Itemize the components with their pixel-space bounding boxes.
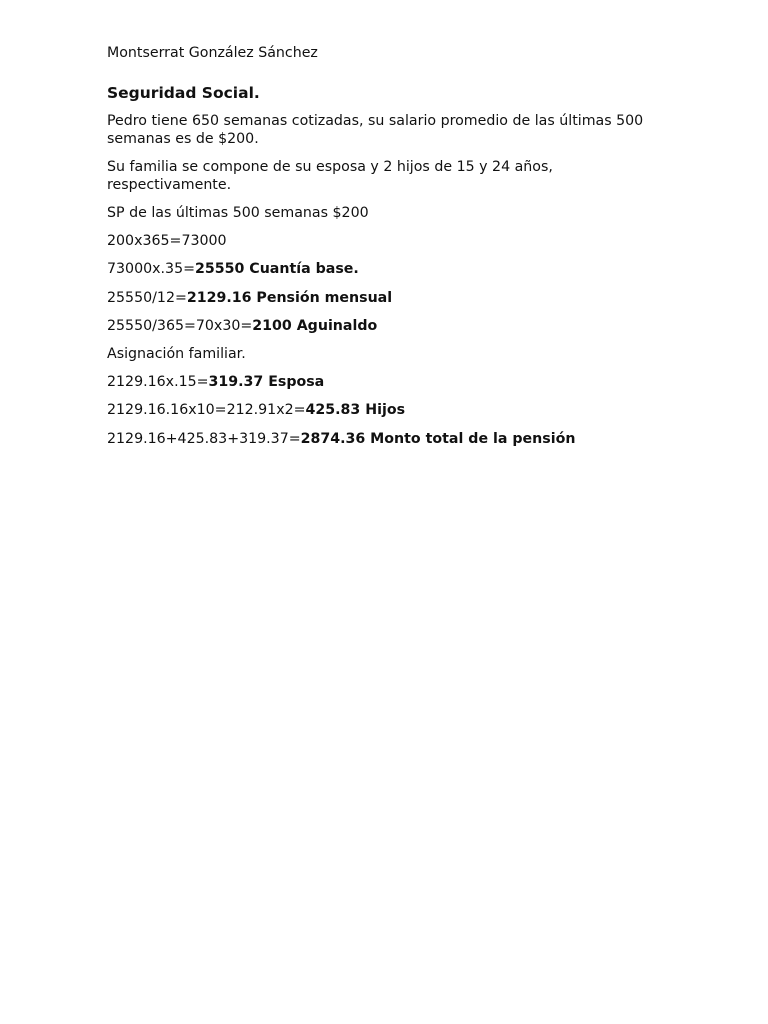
calculation-text: 73000x.35= bbox=[107, 261, 195, 278]
calculation-text: 2129.16.16x10=212.91x2= bbox=[107, 402, 306, 419]
paragraph: Su familia se compone de su esposa y 2 hijos de 15 y 24 años, respectivamente. bbox=[107, 159, 553, 193]
calculation-line bbox=[107, 289, 667, 307]
calculation-result: 2100 Aguinaldo bbox=[252, 317, 378, 334]
calculation-line bbox=[107, 430, 667, 448]
calculation-result: 2129.16 Pensión mensual bbox=[186, 289, 393, 306]
calculation-text: 200x365=73000 bbox=[107, 233, 227, 250]
document-title: Seguridad Social. bbox=[107, 84, 260, 102]
calculation-text: SP de las últimas 500 semanas $200 bbox=[107, 205, 369, 221]
calculation-line bbox=[107, 204, 667, 222]
calculation-text: Asignación familiar. bbox=[107, 345, 246, 362]
calculation-text: 2129.16+425.83+319.37= bbox=[107, 430, 301, 447]
calculation-text: 25550/12= bbox=[107, 289, 187, 306]
calculation-result: 319.37 Esposa bbox=[208, 374, 325, 391]
calculation-line bbox=[107, 373, 667, 391]
calculation-result: 25550 Cuantía base. bbox=[194, 261, 359, 278]
calculation-result: 425.83 Hijos bbox=[305, 402, 406, 419]
calculation-result: 2874.36 Monto total de la pensión bbox=[300, 430, 576, 447]
document-page bbox=[107, 44, 667, 458]
calculation-text: 25550/365=70x30= bbox=[107, 317, 253, 334]
calculation-line bbox=[107, 260, 667, 278]
calculation-line bbox=[107, 345, 667, 363]
calculation-line bbox=[107, 232, 667, 250]
calculation-text: 2129.16x.15= bbox=[107, 374, 209, 391]
author-name: Montserrat González Sánchez bbox=[107, 45, 318, 61]
calculation-line bbox=[107, 401, 667, 419]
calculation-line bbox=[107, 317, 667, 335]
paragraph: Pedro tiene 650 semanas cotizadas, su salario promedio de las últimas 500 semanas es de $200. bbox=[107, 113, 644, 147]
